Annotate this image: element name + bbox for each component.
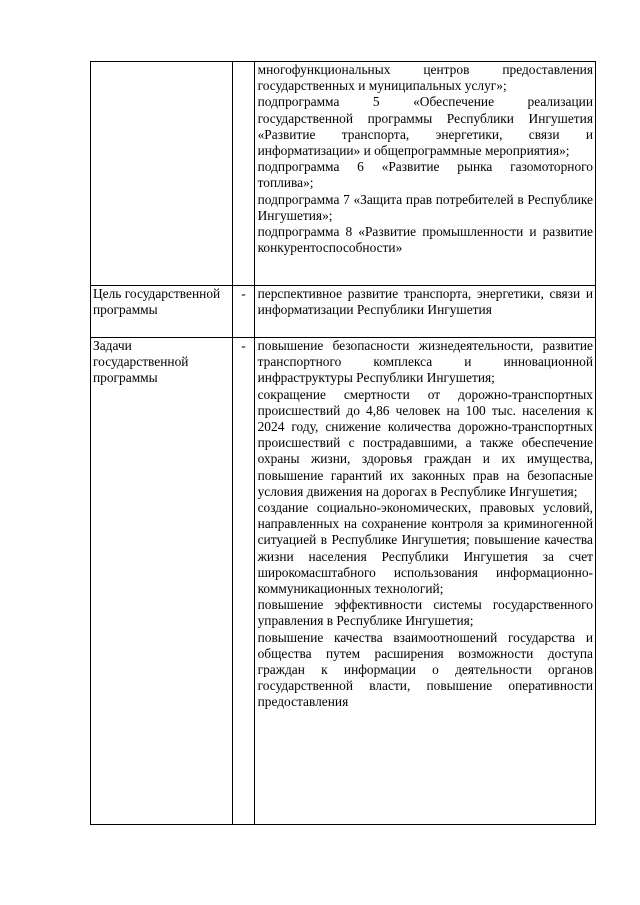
- task-list-item: создание социально-экономических, правовых условий, направленных на сохранение контроля за криминогенной ситуацией в Республике Ингушетия; повышение качества жизни населения Республики Ингушетия за счет широкомасштабного использования информационно-коммуникационных технологий;: [257, 500, 593, 597]
- row-content-cell: [254, 286, 595, 338]
- program-passport-table: [90, 61, 596, 825]
- table-row: [91, 338, 596, 825]
- task-list-item: повышение эффективности системы государственного управления в Республике Ингушетия;: [257, 597, 593, 629]
- dash-mark: -: [241, 286, 246, 301]
- row-label-cell: [91, 286, 233, 338]
- row-label: Задачи государственной программы: [93, 338, 189, 386]
- subprogram-list-item: подпрограмма 8 «Развитие промышленности и развитие конкурентоспособности»: [257, 224, 593, 256]
- subprogram-list-item: подпрограмма 5 «Обеспечение реализации государственной программы Республики Ингушетия «Развитие транспорта, энергетики, связи и информатизации» и общепрограммные мероприятия»;: [257, 94, 593, 159]
- subprogram-list-item: многофункциональных центров предоставления государственных и муниципальных услуг»;: [257, 62, 593, 94]
- table-row: [91, 286, 596, 338]
- task-list-item: сокращение смертности от дорожно-транспортных происшествий до 4,86 человек на 100 тыс. населения к 2024 году, снижение количества дорожно-транспортных происшествий с пострадавшими, а также обеспечение охраны жизни, здоровья граждан и их имущества, повышение гарантий их законных прав на безопасные условия движения на дорогах в Республике Ингушетия;: [257, 386, 593, 499]
- row-content-cell: [254, 338, 595, 825]
- dash-cell: [233, 338, 254, 825]
- row-label-cell: [91, 62, 233, 286]
- task-list-item: повышение безопасности жизнедеятельности, развитие транспортного комплекса и инновационной инфраструктуры Республики Ингушетия;: [257, 338, 593, 386]
- table-row: [91, 62, 596, 286]
- dash-cell: [233, 62, 254, 286]
- row-label-cell: [91, 338, 233, 825]
- task-list-item: повышение качества взаимоотношений государства и общества путем расширения возможности доступа граждан к информации о деятельности органов государственной власти, повышение оперативности предоставления: [257, 629, 593, 710]
- dash-mark: -: [241, 338, 246, 353]
- subprogram-list-item: подпрограмма 6 «Развитие рынка газомоторного топлива»;: [257, 159, 593, 191]
- goal-text: перспективное развитие транспорта, энергетики, связи и информатизации Республики Ингушетия: [257, 286, 593, 318]
- row-label: Цель государственной программы: [93, 286, 221, 318]
- subprogram-list-item: подпрограмма 7 «Защита прав потребителей в Республике Ингушетия»;: [257, 191, 593, 223]
- dash-cell: [233, 286, 254, 338]
- row-content-cell: [254, 62, 595, 286]
